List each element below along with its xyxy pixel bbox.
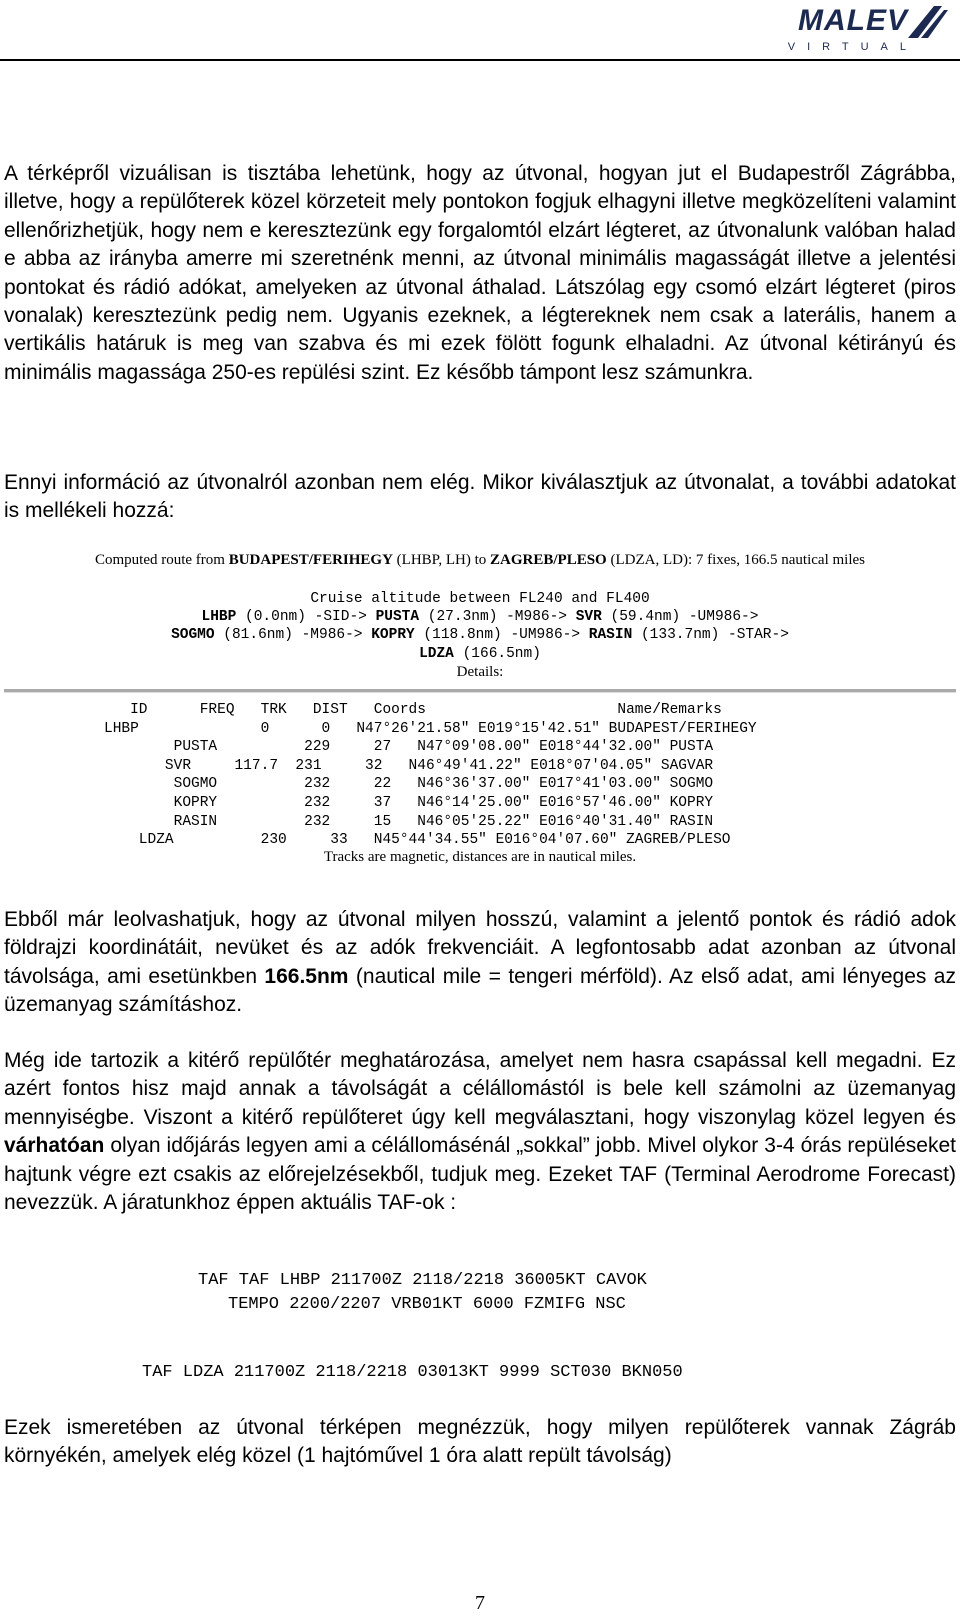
paragraph-alternate-airport: Még ide tartozik a kitérő repülőtér meghatározása, amelyet nem hasra csapással kell megadni. Ez azért fontos hisz majd annak a távolságát a célállomástól is bele kell számolni az üzemanyag mennyiségbe. Viszont a kitérő repülőteret úgy kell megválasztani, hogy viszonylag közel legyen és várhatóan olyan időjárás legyen ami a célállomásénál „sokkal” jobb. Mivel olykor 3-4 órás repüléseket hajtunk végre ezt csakis az előrejelzésekből, tudjuk meg. Ezeket TAF (Terminal Aerodrome Forecast) nevezzük. A járatunkhoz éppen aktuális TAF-ok : [4,1049,956,1215]
route-line-3: LDZA (166.5nm) [419,646,541,662]
taf-ldza-line-1: TAF LDZA 211700Z 2118/2218 03013KT 9999 SCT030 BKN050 [142,1363,683,1382]
taf-lhbp-line-2: TEMPO 2200/2207 VRB01KT 6000 FZMIFG NSC [228,1295,626,1314]
malev-virtual-logo [758,4,948,56]
expected-highlight: várhatóan [4,1134,105,1158]
route-line-2: SOGMO (81.6nm) -M986-> KOPRY (118.8nm) -UM986-> RASIN (133.7nm) -STAR-> [171,627,789,643]
route-line-1: LHBP (0.0nm) -SID-> PUSTA (27.3nm) -M986-> SVR (59.4nm) -UM986-> [201,609,759,625]
taf-lhbp-line-1: TAF TAF LHBP 211700Z 2118/2218 36005KT CAVOK [198,1271,647,1290]
destination-name: ZAGREB/PLESO [490,552,607,568]
details-divider [4,689,956,693]
page-number: 7 [475,1592,485,1614]
origin-name: BUDAPEST/FERIHEGY [228,552,393,568]
logo-subtext: VIRTUAL [787,41,918,53]
page-header [0,0,960,64]
logo-wordmark: MALEV [798,4,908,37]
paragraph-route-info-intro: Ennyi információ az útvonalról azonban nem elég. Mikor kiválasztjuk az útvonalat, a további adatokat is mellékeli hozzá: [4,471,956,523]
route-distance-highlight: 166.5nm [264,964,349,988]
paragraph-route-analysis: Ebből már leolvashatjuk, hogy az útvonal milyen hosszú, valamint a jelentő pontok és rádió adok földrajzi koordinátáit, nevüket és az adók frekvenciáit. A legfontosabb adat azonban az útvonal távolsága, ami esetünkben 166.5nm (nautical mile = tengeri mérföld). Az első adat, ami lényeges az üzemanyag számításhoz. [4,908,956,1017]
fixes-table: ID FREQ TRK DIST Coords Name/Remarks LHBP 0 0 N47°26'21.58" E019°15'42.51" BUDAPEST/FERIHEGY PUSTA 229 27 N47°09'08.00" E018°44'32.00" PUSTA SVR 117.7 231 32 N46°49'41.22" E018°07'04.05" SAGVAR SOGMO 232 22 N46°36'37.00" E017°41'03.00" SOGMO KOPRY 232 37 N46°14'25.00" E016°57'46.00" KOPRY RASIN 232 15 N46°05'25.22" E016°40'31.40" RASIN LDZA 230 33 N45°44'34.55" E016°04'07.60" ZAGREB/PLESO [104,702,757,849]
details-label: Details: [456,664,504,680]
paragraph-nearby-airports: Ezek ismeretében az útvonal térképen megnézzük, hogy milyen repülőterek vannak Zágráb környékén, amelyek elég közel (1 hajtóművel 1 óra alatt repült távolság) [4,1416,956,1468]
tracks-note: Tracks are magnetic, distances are in nautical miles. [323,849,637,865]
header-divider [0,59,960,61]
computed-route-heading: Computed route from BUDAPEST/FERIHEGY (LHBP, LH) to ZAGREB/PLESO (LDZA, LD): 7 fixes, 166.5 nautical miles [94,552,865,568]
cruise-altitude-line: Cruise altitude between FL240 and FL400 [310,591,650,607]
paragraph-map-description: A térképről vizuálisan is tisztába lehetünk, hogy az útvonal, hogyan jut el Budapestről Zágrábba, illetve, hogy a repülőterek közel körzeteit mely pontokon fogjuk elhagyni illetve megközelíteni valamint ellenőrizhetjük, hogy nem e keresztezünk egy forgalomtól elzárt légteret, az útvonalunk valóban halad e abba az irányba amerre mi szeretnénk menni, az útvonal minimális magasságát illetve a jelentési pontokat és rádió adókat, amelyeken az útvonal áthalad. Látszólag egy csomó elzárt légteret (piros vonalak) keresztezünk pedig nem. Ugyanis ezeknek, a légtereknek nem csak a laterális, hanem a vertikális határuk is meg van szabva és mi ezek fölött fogunk elhaladni. Az útvonal kétirányú és minimális magassága 250-es repülési szint. Ez később támpont lesz számunkra. [4,162,956,384]
